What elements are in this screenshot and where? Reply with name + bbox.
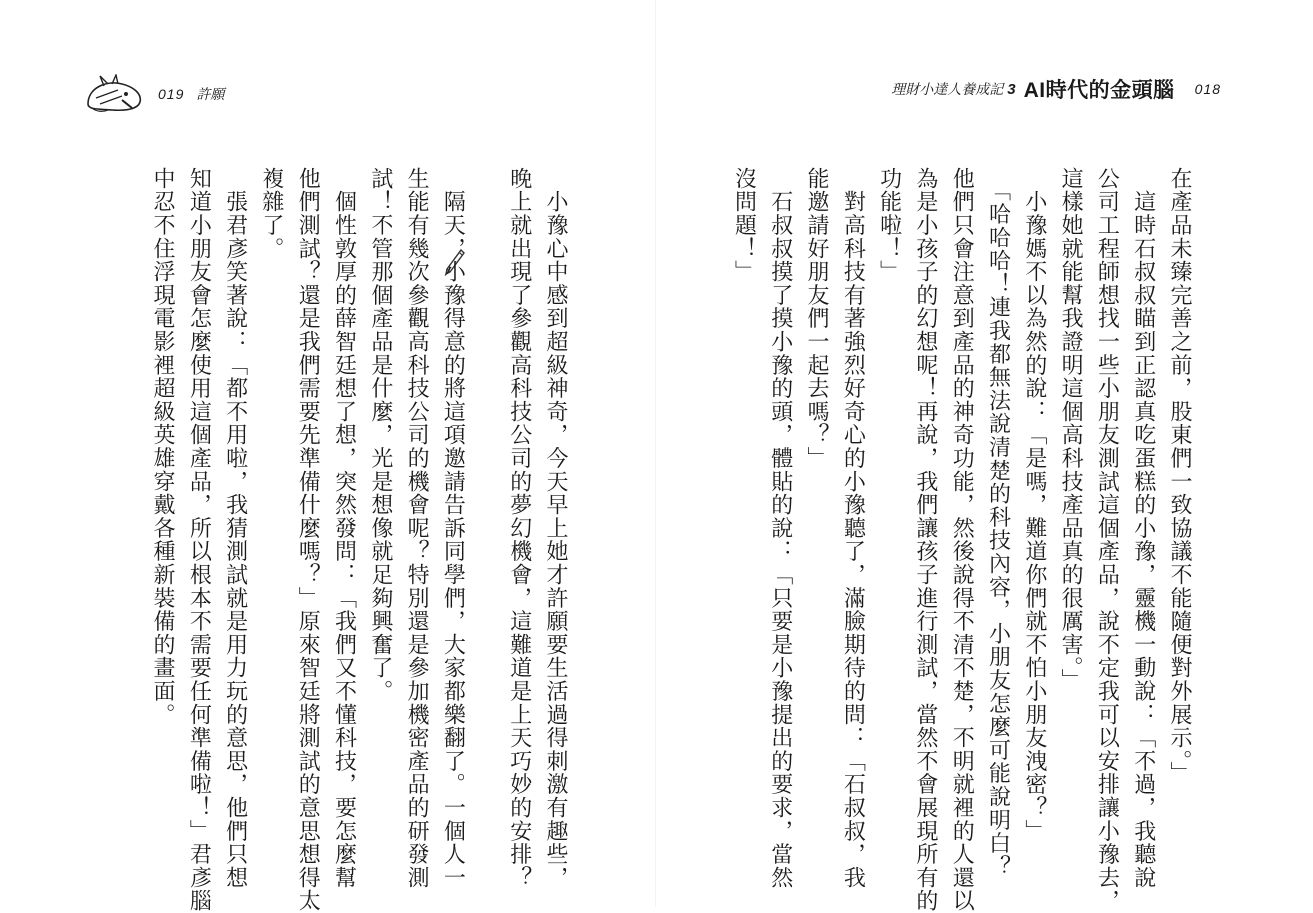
text-line: 晚上就出現了參觀高科技公司的夢幻機會，這難道是上天巧妙的安排？ — [506, 167, 532, 890]
text-line: 石叔叔摸了摸小豫的頭，體貼的說：「只要是小豫提出的要求，當然 — [767, 167, 793, 890]
left-body-text — [144, 167, 573, 913]
text-line: 能邀請好朋友們一起去嗎？」 — [804, 167, 830, 470]
book-title: AI時代的金頭腦 — [1023, 79, 1175, 102]
chapter-title: 許願 — [196, 86, 225, 102]
text-line: 公司工程師想找一些小朋友測試這個產品，說不定我可以安排讓小豫去， — [1094, 167, 1120, 913]
text-line: 為是小孩子的幻想呢！再說，我們讓孩子進行測試，當然不會展現所有的 — [912, 167, 938, 913]
series-title: 理財小達人養成記 — [891, 81, 1004, 97]
volume-number: 3 — [1007, 80, 1016, 98]
text-line: 知道小朋友會怎麼使用這個產品，所以根本不需要任何準備啦！」君彥腦 — [186, 167, 212, 913]
text-line: 張君彥笑著說：「都不用啦，我猜測試就是用力玩的意思，他們只想 — [222, 167, 248, 890]
text-line: 隔天，小豫得意的將這項邀請告訴同學們，大家都樂翻了。一個人一 — [440, 167, 466, 890]
text-line: 沒問題！」 — [731, 167, 757, 284]
left-running-header — [82, 74, 224, 114]
text-line: 生能有幾次參觀高科技公司的機會呢？特別還是參加機密產品的研發測 — [404, 167, 430, 890]
text-line: 這時石叔叔瞄到正認真吃蛋糕的小豫，靈機一動說：「不過，我聽說 — [1130, 167, 1156, 890]
text-line: 個性敦厚的薛智廷想了想，突然發問：「我們又不懂科技，要怎麼幫 — [331, 167, 357, 890]
rabbit-doodle-icon — [82, 74, 146, 114]
text-line: 中忍不住浮現電影裡超級英雄穿戴各種新裝備的畫面。 — [150, 167, 176, 727]
right-running-header — [891, 74, 1221, 104]
text-line: 他們只會注意到產品的神奇功能，然後說得不清不楚，不明就裡的人還以 — [949, 167, 975, 913]
right-page-number: 018 — [1194, 81, 1221, 97]
text-line: 小豫心中感到超級神奇，今天早上她才許願要生活過得刺激有趣些， — [543, 167, 568, 890]
left-page-number: 019 — [158, 86, 185, 102]
right-page — [656, 0, 1313, 913]
text-line: 對高科技有著強烈好奇心的小豫聽了，滿臉期待的問：「石叔叔，我 — [840, 167, 866, 890]
text-line: 功能啦！」 — [876, 167, 902, 284]
right-body-text — [725, 167, 1197, 913]
text-line: 他們測試？還是我們需要先準備什麼嗎？」原來智廷將測試的意思想得太 — [295, 167, 321, 913]
section-break — [470, 167, 500, 847]
text-line: 在產品未臻完善之前，股東們一致協議不能隨便對外展示。」 — [1167, 167, 1192, 786]
text-line: 「哈哈哈！連我都無法說清楚的科技內容，小朋友怎麼可能說明白？ — [985, 167, 1011, 879]
text-line: 小豫媽不以為然的說：「是嗎，難道你們就不怕小朋友洩密？」 — [1021, 167, 1047, 843]
text-line: 試！不管那個產品是什麼，光是想像就足夠興奮了。 — [367, 167, 393, 703]
left-page — [0, 0, 656, 913]
text-line: 複雜了。 — [258, 167, 284, 261]
text-line: 這樣她就能幫我證明這個高科技產品真的很厲害。」 — [1058, 167, 1084, 692]
